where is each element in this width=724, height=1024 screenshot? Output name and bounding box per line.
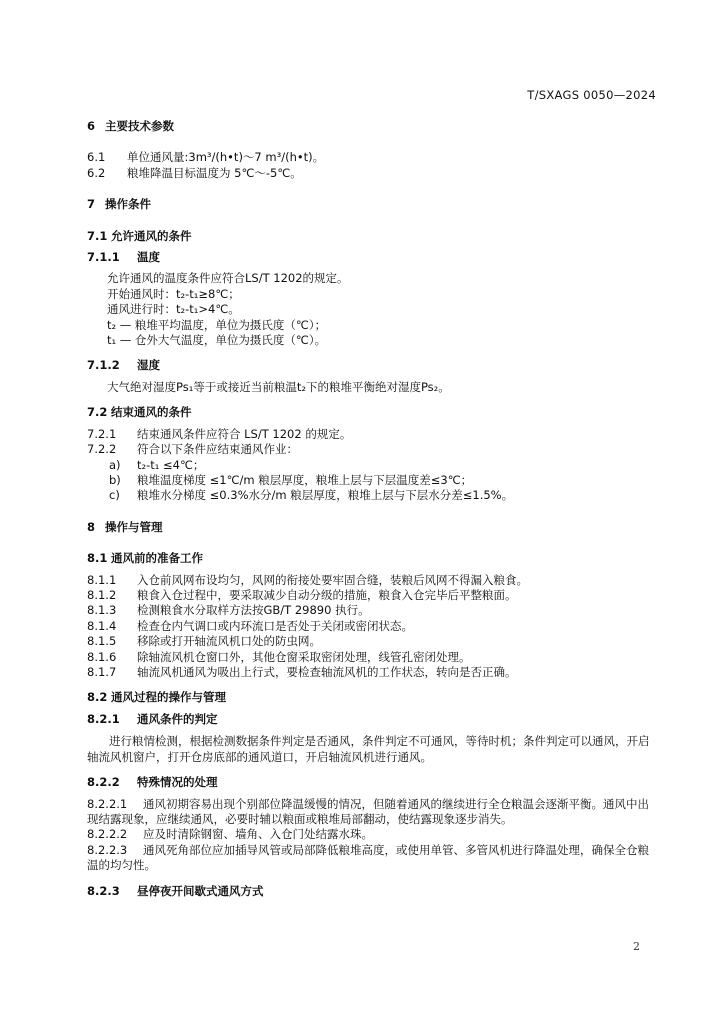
temperature-line: t₂ — 粮堆平均温度，单位为摄氏度（℃）； — [107, 317, 327, 332]
heading-number: 8.2.2 — [87, 775, 120, 790]
heading-text: 温度 — [137, 250, 160, 265]
list-text: t₂-t₁ ≤4℃； — [137, 457, 205, 472]
page-number: 2 — [633, 940, 640, 953]
clause-item — [87, 665, 660, 680]
heading-text: 特殊情况的处理 — [137, 775, 218, 790]
list-text: 粮堆水分梯度 ≤0.3%水分/m 粮层厚度，粮堆上层与下层水分差≤1.5%。 — [137, 488, 514, 503]
section-6-heading — [87, 119, 660, 134]
list-label: c) — [109, 488, 120, 503]
section-8-1-heading — [87, 551, 660, 566]
clause-6-2 — [87, 166, 660, 181]
clause-number: 7.2.1 — [87, 426, 117, 441]
heading-text: 通风过程的操作与管理 — [111, 690, 226, 705]
clause-text: 应及时清除钢窗、墙角、入仓门处结露水珠。 — [143, 827, 373, 842]
humidity-text: 大气绝对湿度Ps₁等于或接近当前粮温t₂下的粮堆平衡绝对湿度Ps₂。 — [107, 379, 450, 394]
section-7-heading — [87, 197, 660, 212]
clause-7-2-1 — [87, 427, 660, 442]
clause-8-2-2-1 — [87, 797, 660, 828]
heading-number: 8.2.3 — [87, 883, 120, 898]
clause-item — [87, 634, 660, 649]
clause-text: 符合以下条件应结束通风作业： — [137, 442, 298, 457]
temperature-line: 开始通风时：t₂-t₁≥8℃； — [107, 286, 240, 301]
clause-item — [87, 588, 660, 603]
heading-number: 8.2 — [87, 690, 108, 705]
clause-text: 粮堆降温目标温度为 5℃～-5℃。 — [127, 165, 302, 180]
temperature-line: 通风进行时：t₂-t₁>4℃。 — [107, 302, 240, 317]
list-text: 粮堆温度梯度 ≤1℃/m 粮层厚度，粮堆上层与下层温度差≤3℃； — [137, 472, 473, 487]
heading-number: 7.1.1 — [87, 250, 120, 265]
list-label: b) — [109, 472, 121, 487]
section-7-2-heading — [87, 405, 660, 420]
heading-number: 7 — [87, 197, 96, 212]
heading-number: 7.1.2 — [87, 358, 120, 373]
heading-number: 6 — [87, 119, 96, 133]
clause-text: 移除或打开轴流风机口处的防虫网。 — [137, 634, 321, 649]
clause-number: 8.1.4 — [87, 618, 117, 633]
section-7-1-1-heading — [87, 250, 660, 265]
clause-text: 入仓前风网布设均匀，风网的衔接处要牢固合缝，装粮后风网不得漏入粮食。 — [137, 572, 528, 587]
section-7-1-heading — [87, 229, 660, 244]
heading-text: 昼停夜开间歇式通风方式 — [137, 883, 264, 898]
heading-number: 7.1 — [87, 228, 108, 243]
document-id: T/SXAGS 0050—2024 — [527, 88, 656, 102]
clause-6-1 — [87, 150, 660, 165]
heading-text: 主要技术参数 — [105, 119, 174, 133]
clause-text: 单位通风量:3m³/(h•t)～7 m³/(h•t)。 — [127, 150, 325, 165]
temperature-line: t₁ — 仓外大气温度，单位为摄氏度（℃）。 — [107, 333, 327, 348]
section-8-2-heading — [87, 690, 660, 705]
clause-text: 检测粮食水分取样方法按GB/T 29890 执行。 — [137, 603, 370, 618]
clause-number: 8.1.2 — [87, 587, 117, 602]
clause-item — [87, 619, 660, 634]
section-8-2-1-heading — [87, 712, 660, 727]
heading-number: 8.1 — [87, 551, 108, 566]
list-item — [109, 458, 660, 473]
clause-item — [87, 603, 660, 618]
ventilation-judgement-text: 进行粮情检测，根据检测数据条件判定是否通风，条件判定不可通风，等待时机；条件判定可以通风，开启轴流风机窗户，打开仓房底部的通风道口，开启轴流风机进行通风。 — [87, 734, 650, 765]
list-item — [109, 488, 660, 503]
preparation-list — [87, 573, 660, 681]
clause-8-2-2-2 — [87, 827, 660, 842]
heading-number: 8.2.1 — [87, 711, 120, 726]
clause-item — [87, 650, 660, 665]
clause-number: 8.1.1 — [87, 572, 117, 587]
heading-text: 结束通风的条件 — [111, 405, 192, 420]
clause-text: 除轴流风机仓窗口外，其他仓窗采取密闭处理，线管孔密闭处理。 — [137, 649, 471, 664]
list-item — [109, 473, 660, 488]
clause-text: 结束通风条件应符合 LS/T 1202 的规定。 — [137, 426, 352, 441]
clause-number: 8.2.2.3 — [87, 842, 128, 857]
clause-number: 8.1.6 — [87, 649, 117, 664]
temperature-line: 允许通风的温度条件应符合LS/T 1202的规定。 — [107, 271, 349, 286]
document-body — [87, 119, 660, 899]
clause-number: 8.1.7 — [87, 664, 117, 679]
clause-8-2-2-3 — [87, 843, 660, 874]
clause-text: 粮食入仓过程中，要采取减少自动分级的措施，粮食入仓完毕后平整粮面。 — [137, 587, 517, 602]
temperature-conditions — [87, 271, 660, 348]
heading-text: 通风条件的判定 — [137, 711, 218, 726]
list-label: a) — [109, 457, 121, 472]
section-8-heading — [87, 520, 660, 535]
heading-text: 通风前的准备工作 — [111, 551, 203, 566]
heading-number: 8 — [87, 519, 96, 534]
clause-item — [87, 573, 660, 588]
clause-number: 8.1.3 — [87, 603, 117, 618]
heading-text: 操作与管理 — [105, 519, 163, 534]
section-8-2-3-heading — [87, 884, 660, 899]
clause-text: 通风死角部位应加插导风管或局部降低粮堆高度，或使用单管、多管风机进行降温处理，确保全仓粮温的均匀性。 — [87, 842, 649, 873]
heading-number: 7.2 — [87, 405, 108, 420]
clause-number: 8.2.2.2 — [87, 827, 128, 842]
section-8-2-2-heading — [87, 775, 660, 790]
end-conditions-list — [87, 458, 660, 504]
heading-text: 湿度 — [137, 358, 160, 373]
clause-text: 检查仓内气调口或内环流口是否处于关闭或密闭状态。 — [137, 618, 413, 633]
heading-text: 操作条件 — [105, 197, 151, 212]
clause-number: 8.1.5 — [87, 634, 117, 649]
clause-text: 通风初期容易出现个别部位降温缓慢的情况，但随着通风的继续进行全仓粮温会逐渐平衡。通风中出现结露现象，应继续通风，必要时辅以粮面或粮堆局部翻动，使结露现象逐步消失。 — [87, 796, 649, 826]
heading-text: 允许通风的条件 — [111, 228, 192, 243]
clause-7-2-2 — [87, 442, 660, 457]
clause-number: 6.1 — [87, 150, 106, 165]
clause-text: 轴流风机通风为吸出上行式，要检查轴流风机的工作状态，转向是否正确。 — [137, 664, 517, 679]
clause-number: 6.2 — [87, 165, 106, 180]
clause-number: 8.2.2.1 — [87, 796, 128, 811]
section-7-1-2-heading — [87, 358, 660, 373]
clause-number: 7.2.2 — [87, 442, 117, 457]
